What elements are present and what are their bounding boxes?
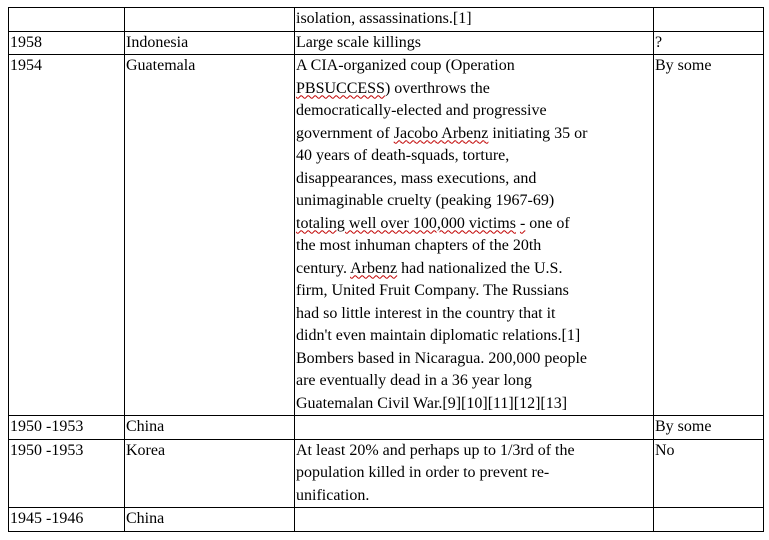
table-row bbox=[9, 8, 764, 32]
cell-year: 1954 bbox=[9, 55, 125, 416]
description-line bbox=[296, 145, 652, 168]
text-segment: initiating 35 or bbox=[488, 124, 588, 142]
cell-response: By some bbox=[654, 416, 764, 440]
description-line bbox=[296, 462, 652, 485]
table-row bbox=[9, 439, 764, 508]
text-segment: A CIA-organized coup (Operation bbox=[296, 57, 515, 74]
description-line bbox=[296, 235, 652, 258]
cell-year: 1958 bbox=[9, 31, 125, 55]
description-line bbox=[296, 168, 652, 191]
table-row bbox=[9, 508, 764, 532]
cell-year: 1950 -1953 bbox=[9, 416, 125, 440]
text-segment: had so little interest in the country that it bbox=[296, 304, 556, 322]
description-line bbox=[296, 8, 652, 31]
text-segment: unification. bbox=[296, 486, 370, 504]
cell-country bbox=[125, 8, 295, 32]
description-line bbox=[296, 213, 652, 236]
cell-description bbox=[295, 55, 654, 416]
cell-year: 1950 -1953 bbox=[9, 439, 125, 508]
cell-country: China bbox=[125, 508, 295, 532]
table-row bbox=[9, 416, 764, 440]
text-segment: government of bbox=[296, 124, 394, 142]
events-table-body bbox=[9, 8, 764, 532]
cell-description bbox=[295, 416, 654, 440]
text-segment: one of bbox=[525, 214, 570, 232]
spellcheck-word: Jacobo Arbenz bbox=[393, 124, 489, 142]
text-segment: century. bbox=[296, 259, 351, 277]
text-segment: the most inhuman chapters of the 20th bbox=[296, 237, 542, 254]
table-row bbox=[9, 55, 764, 416]
description-line bbox=[296, 370, 652, 393]
description-line bbox=[296, 55, 652, 78]
description-line bbox=[296, 190, 652, 213]
text-segment: population killed in order to prevent re- bbox=[296, 464, 550, 481]
spellcheck-word: PBSUCCESS bbox=[296, 79, 385, 97]
cell-description bbox=[295, 8, 654, 32]
cell-year: 1945 -1946 bbox=[9, 508, 125, 532]
cell-response bbox=[654, 8, 764, 32]
text-segment: democratically-elected and progressive bbox=[296, 102, 547, 119]
description-line bbox=[296, 32, 652, 55]
description-line bbox=[296, 78, 652, 101]
description-line bbox=[296, 258, 652, 281]
cell-country: Korea bbox=[125, 439, 295, 508]
text-segment: 40 years of death-squads, torture, bbox=[296, 147, 510, 164]
spellcheck-word: Arbenz bbox=[350, 259, 398, 277]
table-row bbox=[9, 31, 764, 55]
description-line bbox=[296, 325, 652, 348]
cell-country: Indonesia bbox=[125, 31, 295, 55]
text-segment: At least 20% and perhaps up to 1/3rd of the bbox=[296, 441, 575, 459]
cell-country: China bbox=[125, 416, 295, 440]
cell-response bbox=[654, 508, 764, 532]
cell-description bbox=[295, 508, 654, 532]
description-line bbox=[296, 440, 652, 463]
description-line bbox=[296, 485, 652, 508]
description-line bbox=[296, 100, 652, 123]
text-segment: are eventually dead in a 36 year long bbox=[296, 372, 532, 389]
text-segment: isolation, assassinations.[1] bbox=[296, 10, 472, 27]
spellcheck-word: - bbox=[519, 214, 526, 232]
description-line bbox=[296, 348, 652, 371]
description-line bbox=[296, 280, 652, 303]
text-segment: Large scale killings bbox=[296, 33, 421, 51]
text-segment: Guatemalan Civil War.[9][10][11][12][13] bbox=[296, 394, 568, 412]
text-segment: firm, United Fruit Company. The Russians bbox=[296, 282, 569, 299]
description-line bbox=[296, 123, 652, 146]
cell-response: No bbox=[654, 439, 764, 508]
description-line bbox=[296, 393, 652, 416]
description-line bbox=[296, 303, 652, 326]
cell-description bbox=[295, 439, 654, 508]
text-segment: disappearances, mass executions, and bbox=[296, 169, 537, 187]
cell-response: ? bbox=[654, 31, 764, 55]
cell-country: Guatemala bbox=[125, 55, 295, 416]
text-segment: ) overthrows the bbox=[384, 79, 490, 97]
text-segment: unimaginable cruelty (peaking 1967-69) bbox=[296, 192, 555, 209]
events-table bbox=[8, 7, 764, 532]
spellcheck-word: totaling well over 100,000 victims bbox=[296, 214, 516, 232]
text-segment: had nationalized the U.S. bbox=[397, 259, 563, 277]
cell-response: By some bbox=[654, 55, 764, 416]
cell-year bbox=[9, 8, 125, 32]
text-segment: Bombers based in Nicaragua. 200,000 people bbox=[296, 349, 588, 367]
cell-description bbox=[295, 31, 654, 55]
text-segment: didn't even maintain diplomatic relations.[1] bbox=[296, 327, 581, 344]
